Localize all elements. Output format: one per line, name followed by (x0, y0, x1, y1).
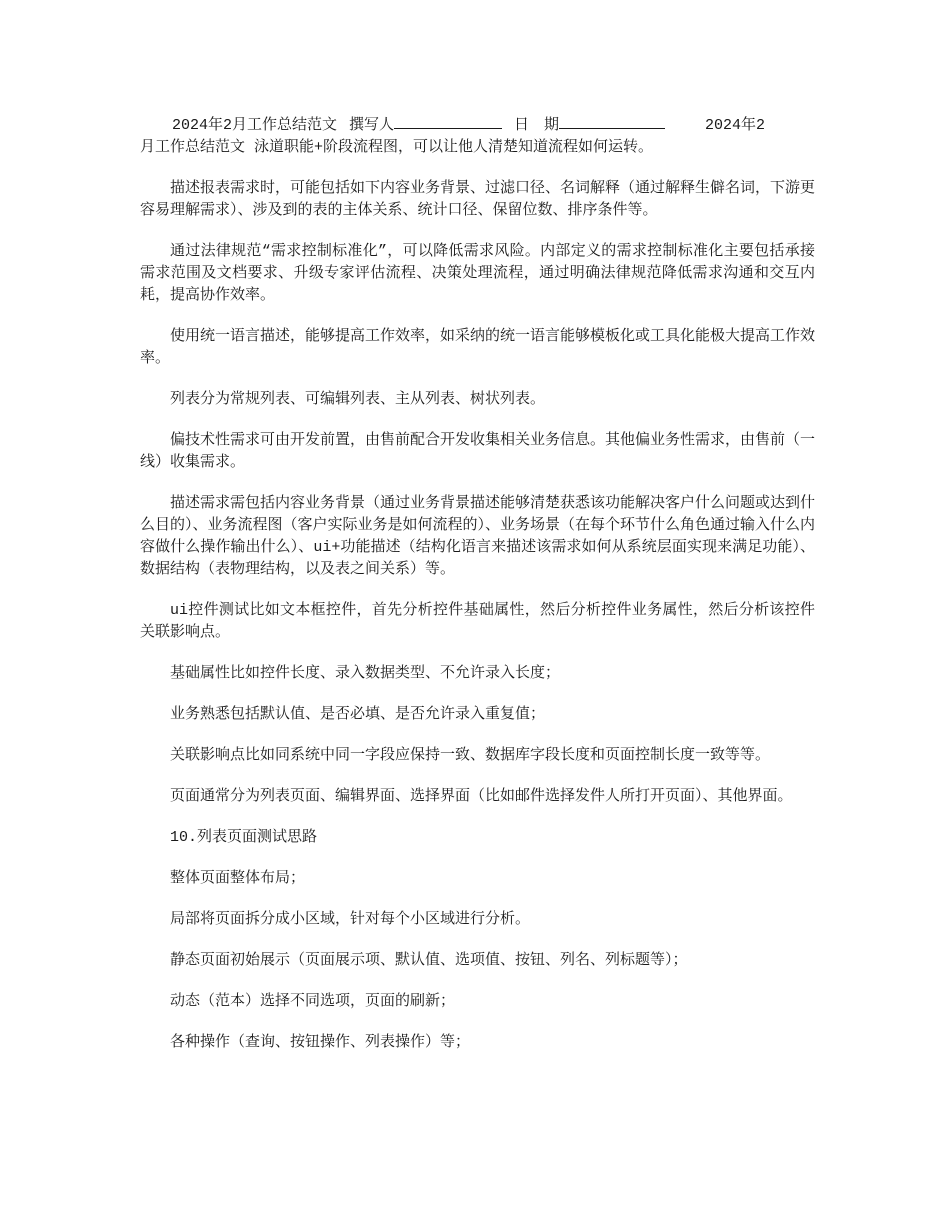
writer-blank (394, 112, 502, 129)
paragraph-page-types: 页面通常分为列表页面、编辑界面、选择界面（比如邮件选择发件人所打开页面）、其他界面。 (170, 788, 793, 805)
date-blank (559, 112, 665, 129)
paragraph-dynamic-refresh: 动态（范本）选择不同选项，页面的刷新； (170, 993, 456, 1010)
paragraph-static-display: 静态页面初始展示（页面展示项、默认值、选项值、按钮、列名、列标题等）； (170, 952, 688, 969)
paragraph-list-types: 列表分为常规列表、可编辑列表、主从列表、树状列表。 (170, 391, 546, 408)
paragraph-technical-requirements: 偏技术性需求可由开发前置，由售前配合开发收集相关业务信息。其他偏业务性需求，由售前（一线）收集需求。 (140, 432, 816, 471)
paragraph-local-areas: 局部将页面拆分成小区域，针对每个小区域进行分析。 (170, 911, 531, 928)
paragraph-overall-layout: 整体页面整体布局； (170, 870, 306, 887)
paragraph-ui-control-testing: ui控件测试比如文本框控件，首先分析控件基础属性，然后分析控件业务属性，然后分析该控件关联影响点。 (140, 602, 815, 641)
document-page (140, 112, 815, 1073)
section-heading-list-page-testing: 10.列表页面测试思路 (170, 829, 318, 846)
document-header (140, 112, 815, 159)
paragraph-operations: 各种操作（查询、按钮操作、列表操作）等； (170, 1034, 471, 1051)
header-continuation: 月工作总结范文 泳道职能+阶段流程图，可以让他人清楚知道流程如何运转。 (140, 139, 654, 156)
writer-label: 撰写人 (349, 117, 395, 134)
paragraph-requirement-control: 通过法律规范“需求控制标准化”，可以降低需求风险。内部定义的需求控制标准化主要包括承接需求范围及文档要求、升级专家评估流程、决策处理流程，通过明确法律规范降低需求沟通和交互内耗，提高协作效率。 (140, 243, 815, 304)
paragraph-report-requirements: 描述报表需求时，可能包括如下内容业务背景、过滤口径、名词解释（通过解释生僻名词，下游更容易理解需求）、涉及到的表的主体关系、统计口径、保留位数、排序条件等。 (140, 180, 816, 219)
header-line (140, 112, 815, 137)
date-label: 日 期 (514, 117, 560, 134)
document-title: 2024年2月工作总结范文 (172, 117, 338, 134)
paragraph-impact-points: 关联影响点比如同系统中同一字段应保持一致、数据库字段长度和页面控制长度一致等等。 (170, 747, 771, 764)
paragraph-unified-language: 使用统一语言描述，能够提高工作效率，如采纳的统一语言能够模板化或工具化能极大提高工作效率。 (140, 328, 816, 367)
paragraph-requirement-description: 描述需求需包括内容业务背景（通过业务背景描述能够清楚获悉该功能解决客户什么问题或达到什么目的）、业务流程图（客户实际业务是如何流程的）、业务场景（在每个环节什么角色通过输入什么内容做什么操作输出什么）、ui+功能描述（结构化语言来描述该需求如何从系统层面实现来满足功能）、数据结构（表物理结构，以及表之间关系）等。 (140, 495, 816, 578)
title-repeat-start: 2024年2 (705, 117, 766, 134)
paragraph-business-attributes: 业务熟悉包括默认值、是否必填、是否允许录入重复值； (170, 706, 546, 723)
paragraph-basic-attributes: 基础属性比如控件长度、录入数据类型、不允许录入长度； (170, 665, 561, 682)
